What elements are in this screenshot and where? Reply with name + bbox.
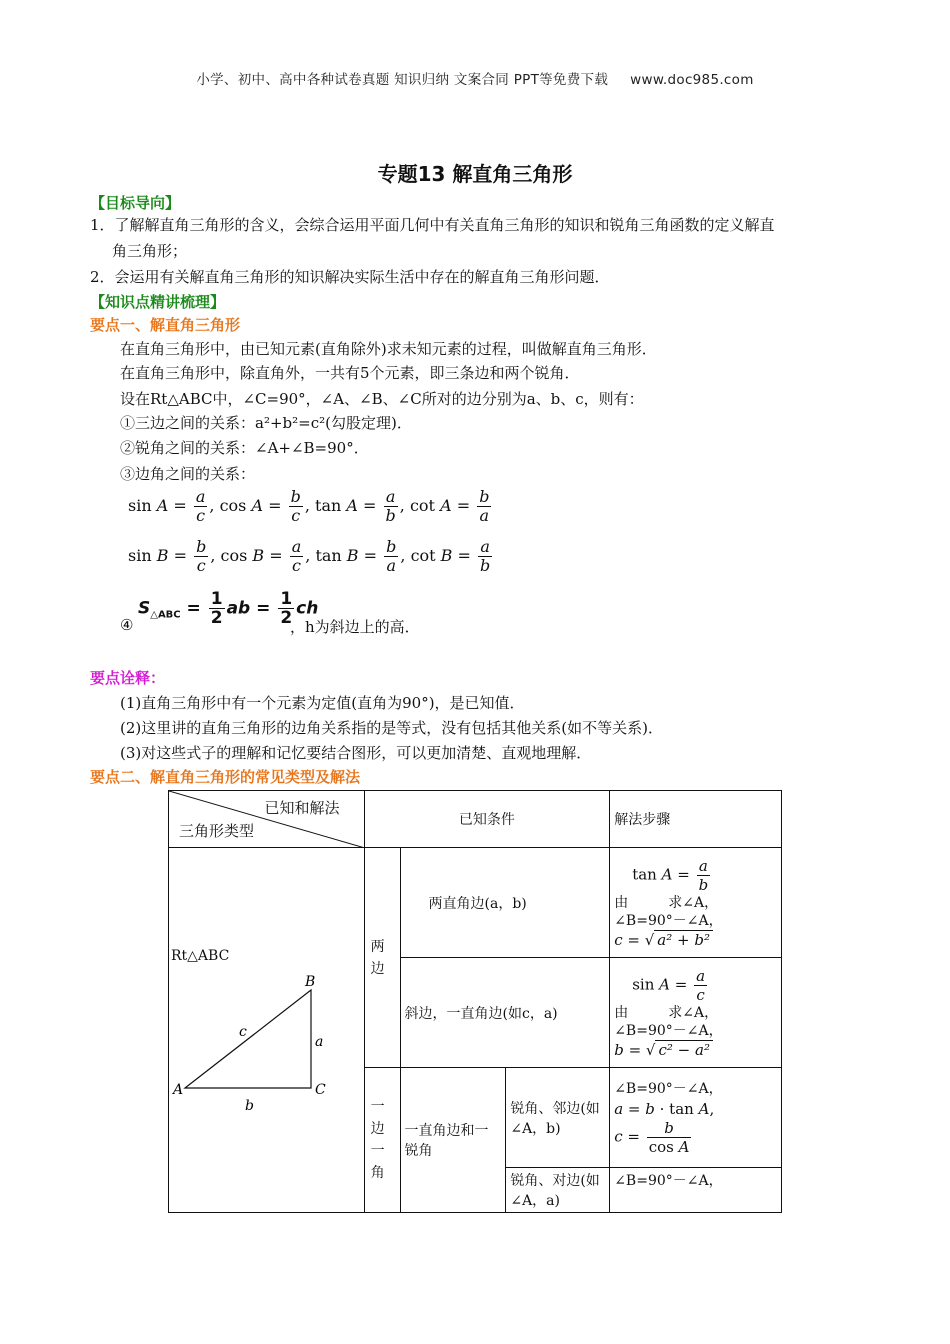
area-note: ，h为斜边上的高．: [290, 618, 420, 636]
row1-qiuA: 求∠A，: [668, 894, 719, 911]
header-site[interactable]: www.doc985.com: [630, 72, 754, 88]
figure-cell: [169, 848, 365, 1213]
diag-bottom-label: 三角形类型: [179, 822, 255, 840]
point1-heading: 要点一、解直角三角形: [90, 316, 241, 334]
point1-p3: 设在Rt△ABC中，∠C=90°，∠A、∠B、∠C所对的边分别为a、b、c，则有：: [120, 390, 644, 408]
table-header-row: [169, 791, 782, 848]
svg-text:C: C: [315, 1082, 326, 1098]
row3a-steps: ∠B=90°－∠A， a = b · tan A, c = $\frac{b}{\text{cos A}}$: [610, 1068, 782, 1168]
col-known-header: 已知条件: [364, 791, 610, 848]
goal-item-2: 2．会运用有关解直角三角形的知识解决实际生活中存在的解直角三角形问题．: [90, 268, 610, 286]
group-two-sides: 两边: [364, 848, 400, 1068]
row1-steps: tan A = $\frac{a}{b}$ 由 求∠A， ∠B=90°－∠A， c = √ a² + b²: [610, 848, 782, 958]
svg-text:B: B: [305, 974, 316, 990]
goal-item-1a: 1．了解解直角三角形的含义，会综合运用平面几何中有关直角三角形的知识和锐角三角函数的定义解直: [90, 216, 775, 234]
pythagoras-formula: a²+b²=c²: [255, 414, 326, 432]
svg-text:b: b: [245, 1098, 254, 1114]
row2-angleB: ∠B=90°－∠A，: [614, 1022, 723, 1039]
row3b-steps: ∠B=90°－∠A，: [610, 1168, 782, 1213]
row3a-angleB: ∠B=90°－∠A，: [614, 1081, 723, 1097]
relation-angles: ②锐角之间的关系：∠A+∠B=90°．: [120, 439, 369, 457]
row3b-sub: 锐角、对边(如∠A，a): [506, 1168, 610, 1213]
svg-text:c: c: [239, 1024, 247, 1040]
note-3: (3)对这些式子的理解和记忆要结合图形，可以更加清楚、直观地理解．: [120, 744, 592, 762]
knowledge-heading: 【知识点精讲梳理】: [90, 293, 226, 311]
svg-text:A: A: [173, 1082, 184, 1098]
area-formula: $S_{\triangle ABC}$ = $\frac{1}{2}$ ab = $\frac{1}{2}$ ch: [138, 589, 319, 628]
row3a-sub: 锐角、邻边(如∠A，b): [506, 1068, 610, 1168]
point1-p2: 在直角三角形中，除直角外，一共有5个元素，即三条边和两个锐角．: [120, 364, 580, 382]
note-1: (1)直角三角形中有一个元素为定值(直角为90°)，是已知值．: [120, 694, 525, 712]
row2-steps: sin A = $\frac{a}{c}$ 由 求∠A， ∠B=90°－∠A， b = √ c² − a²: [610, 958, 782, 1068]
trig-formulas-B: sin B = $\frac{b}{c}$ , cos B = $\frac{a}{c}$ , tan B = $\frac{b}{a}$ , cot B = $\frac{a}{b}$: [128, 537, 491, 575]
row1-you: 由: [614, 894, 629, 911]
row2-qiuA: 求∠A，: [668, 1004, 719, 1021]
group-side-angle: 一边一角: [364, 1068, 400, 1213]
page-header: [0, 68, 950, 88]
col-steps-header: 解法步骤: [610, 791, 782, 848]
header-text: 小学、初中、高中各种试卷真题 知识归纳 文案合同 PPT等免费下载: [196, 72, 609, 88]
row2-you: 由: [614, 1004, 629, 1021]
goal-item-1b: 角三角形；: [112, 242, 188, 260]
relation-sides-label: ①三边之间的关系：: [120, 414, 256, 432]
trig-formulas-A: sin A = $\frac{a}{c}$ , cos A = $\frac{b}{c}$ , tan A = $\frac{a}{b}$ , cot A = $\frac{b}{a}$: [128, 487, 490, 525]
figure-label: Rt△ABC: [171, 948, 230, 964]
table-row: [169, 848, 782, 958]
relation-side-angle: ③边角之间的关系：: [120, 465, 256, 483]
row2-known: 斜边，一直角边(如c，a): [400, 958, 610, 1068]
note-heading: 要点诠释：: [90, 669, 166, 687]
svg-text:a: a: [315, 1034, 324, 1050]
goal-heading: 【目标导向】: [90, 194, 181, 212]
point1-p1: 在直角三角形中，由已知元素(直角除外)求未知元素的过程，叫做解直角三角形．: [120, 340, 657, 358]
note-2: (2)这里讲的直角三角形的边角关系指的是等式，没有包括其他关系(如不等关系)．: [120, 719, 663, 737]
diag-top-label: 已知和解法: [264, 799, 340, 817]
row1-angleB: ∠B=90°－∠A，: [614, 912, 723, 929]
row1-known: 两直角边(a，b): [400, 848, 610, 958]
row3-known: 一直角边和一锐角: [400, 1068, 506, 1213]
page-title: 专题13 解直角三角形: [377, 162, 573, 186]
relation-sides-note: (勾股定理)．: [325, 414, 412, 432]
area-mark: ④: [120, 616, 134, 634]
point2-heading: 要点二、解直角三角形的常见类型及解法: [90, 768, 361, 786]
solution-table: [168, 790, 782, 1213]
diagonal-header-cell: [169, 791, 365, 848]
relation-sides: [120, 412, 412, 434]
right-triangle-figure: [169, 848, 365, 1210]
